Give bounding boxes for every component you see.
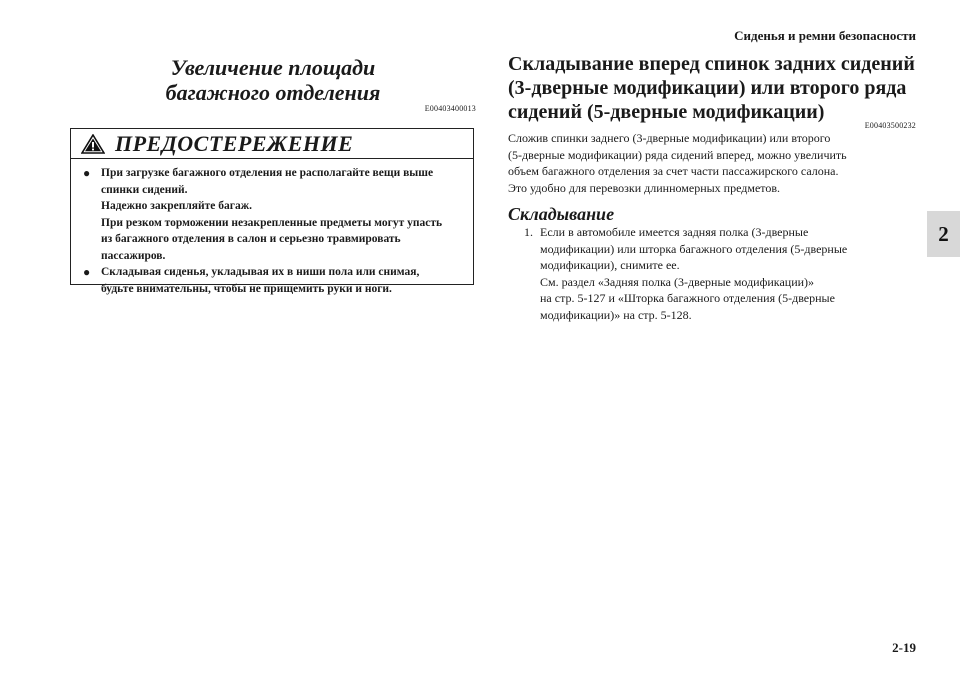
chapter-tab: 2	[927, 211, 960, 257]
left-section-code: E00403400013	[424, 104, 476, 113]
bullet-icon: ●	[83, 166, 91, 180]
step-line: модификации) или шторка багажного отделения (5-дверные	[540, 241, 848, 256]
right-section-code: E00403500232	[864, 121, 916, 130]
subsection-title: Складывание	[508, 204, 615, 224]
left-section-title	[70, 55, 476, 105]
step-number: 1.	[524, 225, 533, 239]
warning-header	[71, 129, 473, 159]
warning-line: пассажиров.	[101, 249, 166, 262]
warning-line: Складывая сиденья, укладывая их в ниши пола или снимая,	[101, 266, 420, 278]
paragraph-line: объем багажного отделения за счет части пассажирского салона.	[508, 164, 839, 178]
step-line: модификации)» на стр. 5-128.	[540, 307, 692, 322]
warning-title: ПРЕДОСТЕРЕЖЕНИЕ	[115, 130, 354, 156]
warning-line: Надежно закрепляйте багаж.	[101, 200, 252, 212]
right-title-line: (3-дверные модификации) или второго ряда	[508, 77, 907, 99]
page-number: 2-19	[892, 640, 916, 655]
paragraph-line: Это удобно для перевозки длинномерных предметов.	[508, 180, 781, 195]
warning-body	[71, 159, 473, 297]
step-line: модификации), снимите ее.	[540, 258, 680, 272]
left-title-line: Увеличение площади	[170, 55, 376, 80]
left-title-line: багажного отделения	[165, 80, 381, 105]
warning-box	[70, 128, 474, 295]
right-title-line: Складывание вперед спинок задних сидений	[508, 53, 915, 75]
step-line: на стр. 5-127 и «Шторка багажного отделения (5-дверные	[540, 291, 835, 305]
warning-item-text	[101, 165, 442, 264]
paragraph-line: Сложив спинки заднего (3-дверные модификации) или второго	[508, 131, 831, 145]
step-line: Если в автомобиле имеется задняя полка (3-дверные	[540, 225, 809, 239]
right-section-title	[508, 52, 918, 124]
warning-line: из багажного отделения в салон и серьезно травмировать	[101, 233, 401, 245]
steps-list	[524, 224, 920, 323]
bullet-icon: ●	[83, 265, 91, 279]
warning-triangle-icon	[81, 134, 105, 154]
paragraph-line: (5-дверные модификации) ряда сидений вперед, можно увеличить	[508, 147, 847, 162]
warning-line: спинки сидений.	[101, 183, 188, 196]
warning-item	[83, 165, 463, 264]
warning-line: будьте внимательны, чтобы не прищемить руки и ноги.	[101, 282, 392, 295]
warning-item	[83, 264, 463, 297]
step-line: См. раздел «Задняя полка (3-дверные модификации)»	[540, 274, 815, 289]
step-text	[540, 224, 847, 323]
warning-line: При резком торможении незакрепленные предметы могут упасть	[101, 216, 443, 229]
right-title-line: сидений (5-дверные модификации)	[508, 101, 825, 123]
section-header: Сиденья и ремни безопасности	[734, 28, 916, 43]
warning-item-text	[101, 264, 419, 297]
intro-paragraph	[508, 130, 918, 196]
step-item	[524, 224, 920, 323]
warning-line: При загрузке багажного отделения не располагайте вещи выше	[101, 167, 434, 179]
